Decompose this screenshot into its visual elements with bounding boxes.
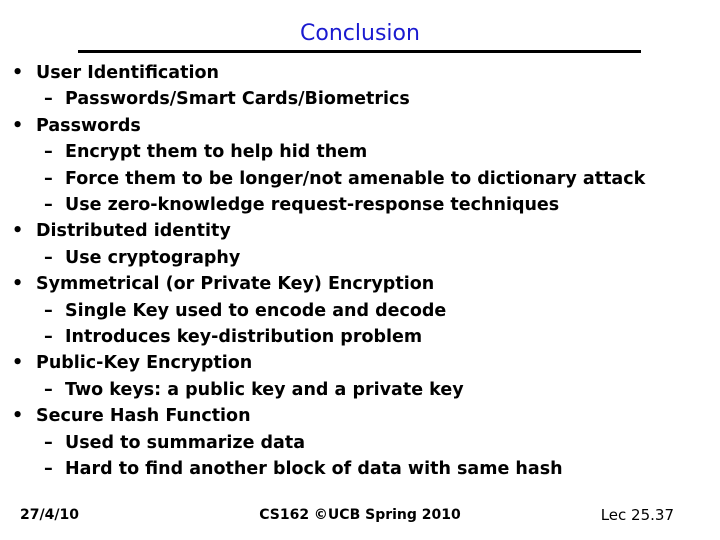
bullet-text: Secure Hash Function xyxy=(36,406,251,427)
sub-bullet-marker: – xyxy=(44,300,53,321)
sub-bullet-text: Force them to be longer/not amenable to dictionary attack xyxy=(65,168,646,189)
bullet-marker: • xyxy=(12,221,24,242)
sub-bullet-marker: – xyxy=(44,168,53,189)
sub-bullet-item xyxy=(0,192,720,218)
bullet-text: User Identification xyxy=(36,63,219,83)
bullet-item xyxy=(0,271,720,297)
bullet-marker: • xyxy=(12,115,24,136)
sub-bullet-text: Used to summarize data xyxy=(65,432,306,453)
bullet-text: Symmetrical (or Private Key) Encryption xyxy=(36,274,435,295)
bullet-marker: • xyxy=(12,406,24,427)
sub-bullet-text: Passwords/Smart Cards/Biometrics xyxy=(65,89,410,110)
bullet-marker: • xyxy=(12,274,24,295)
slide-title: Conclusion xyxy=(300,21,420,46)
title-underline xyxy=(78,50,641,53)
sub-bullet-marker: – xyxy=(44,142,53,163)
sub-bullet-item xyxy=(0,298,720,324)
sub-bullet-item xyxy=(0,430,720,456)
sub-bullet-item xyxy=(0,245,720,271)
sub-bullet-text: Hard to find another block of data with same hash xyxy=(65,459,563,480)
bullet-item xyxy=(0,113,720,139)
footer-course: CS162 ©UCB Spring 2010 xyxy=(259,507,461,523)
bullet-text: Public-Key Encryption xyxy=(36,353,253,374)
sub-bullet-text: Use cryptography xyxy=(65,247,241,268)
footer-date: 27/4/10 xyxy=(20,507,79,523)
bullet-item xyxy=(0,218,720,244)
bullet-list xyxy=(0,60,720,483)
bullet-item xyxy=(0,403,720,429)
sub-bullet-marker: – xyxy=(44,195,53,216)
bullet-item xyxy=(0,350,720,376)
footer-lecture-number: Lec 25.37 xyxy=(600,506,674,524)
sub-bullet-item xyxy=(0,166,720,192)
sub-bullet-item xyxy=(0,86,720,112)
sub-bullet-marker: – xyxy=(44,247,53,268)
sub-bullet-marker: – xyxy=(44,459,53,480)
sub-bullet-text: Use zero-knowledge request-response techniques xyxy=(65,195,560,216)
sub-bullet-item xyxy=(0,324,720,350)
bullet-text: Passwords xyxy=(36,115,141,136)
sub-bullet-text: Introduces key-distribution problem xyxy=(65,327,423,348)
bullet-text: Distributed identity xyxy=(36,221,231,242)
sub-bullet-item xyxy=(0,139,720,165)
sub-bullet-item xyxy=(0,377,720,403)
sub-bullet-item xyxy=(0,456,720,482)
sub-bullet-text: Two keys: a public key and a private key xyxy=(65,379,464,400)
bullet-marker: • xyxy=(12,353,24,374)
bullet-item xyxy=(0,60,720,86)
sub-bullet-text: Single Key used to encode and decode xyxy=(65,300,447,321)
sub-bullet-marker: – xyxy=(44,327,53,348)
sub-bullet-text: Encrypt them to help hid them xyxy=(65,142,368,163)
sub-bullet-marker: – xyxy=(44,379,53,400)
bullet-marker: • xyxy=(12,63,24,83)
sub-bullet-marker: – xyxy=(44,89,53,110)
sub-bullet-marker: – xyxy=(44,432,53,453)
